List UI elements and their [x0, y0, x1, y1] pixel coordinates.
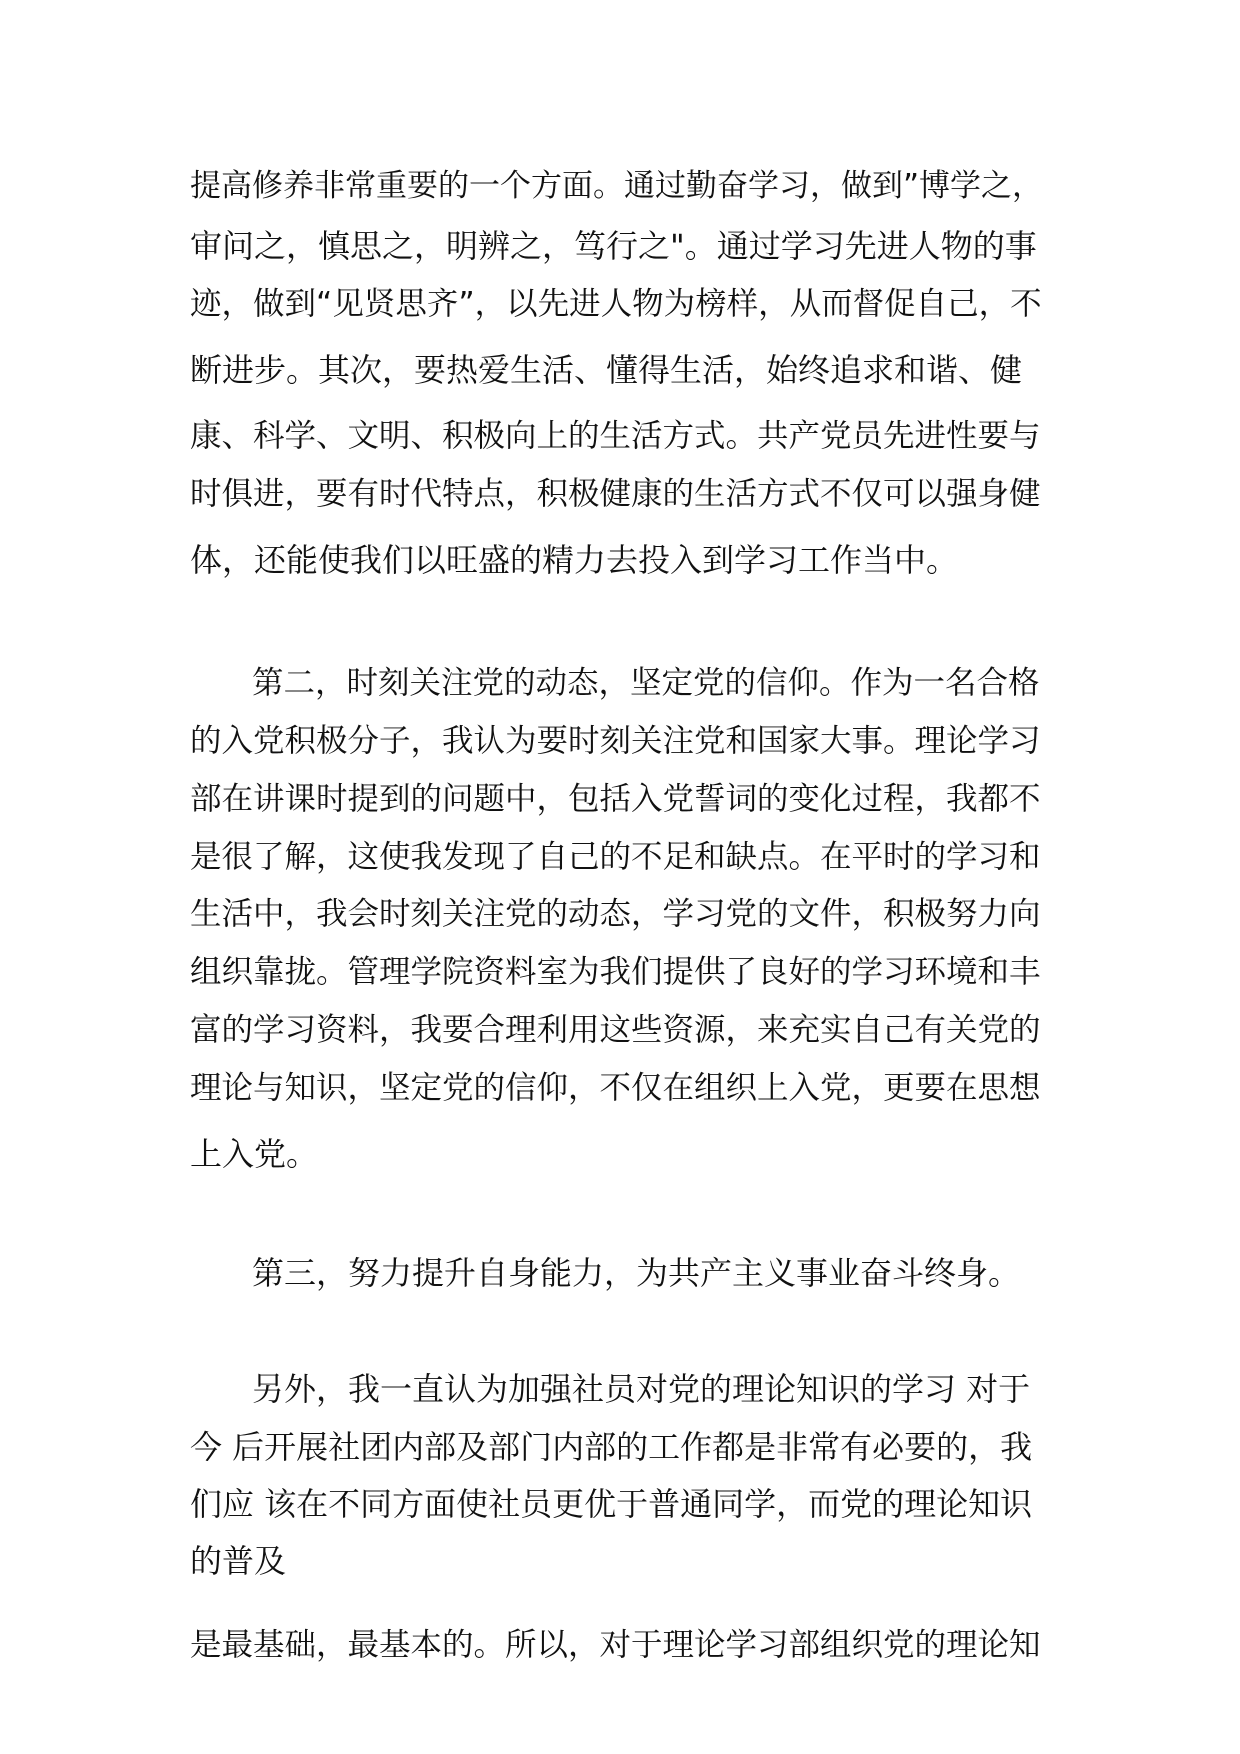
text-line: 体，还能使我们以旺盛的精力去投入到学习工作当中。 — [190, 541, 959, 579]
text-line: 组织靠拢。管理学院资料室为我们提供了良好的学习环境和丰 — [190, 954, 1041, 990]
text-line: 今 后开展社团内部及部门内部的工作都是非常有必要的，我 — [190, 1428, 1033, 1466]
paragraph-first-line: 第二，时刻关注党的动态，坚定党的信仰。作为一名合格 — [252, 665, 1040, 701]
paragraph-first-line: 第三，努力提升自身能力，为共产主义事业奋斗终身。 — [252, 1254, 1021, 1292]
text-line: 理论与知识，坚定党的信仰，不仅在组织上入党，更要在思想 — [190, 1070, 1041, 1106]
text-line: 提高修养非常重要的一个方面。通过勤奋学习，做到”博学之， — [190, 168, 1044, 204]
text-line: 富的学习资料，我要合理利用这些资源，来充实自己有关党的 — [190, 1012, 1041, 1048]
text-line: 时俱进，要有时代特点，积极健康的生活方式不仅可以强身健 — [190, 476, 1041, 512]
text-line: 断进步。其次，要热爱生活、懂得生活，始终追求和谐、健 — [190, 351, 1023, 389]
text-line: 康、科学、文明、积极向上的生活方式。共产党员先进性要与 — [190, 418, 1041, 454]
text-line: 们应 该在不同方面使社员更优于普通同学，而党的理论知识 — [190, 1485, 1033, 1523]
text-line: 迹，做到“见贤思齐”，以先进人物为榜样，从而督促自己，不 — [190, 286, 1042, 322]
text-line: 上入党。 — [190, 1135, 319, 1173]
text-line: 的普及 — [190, 1542, 287, 1580]
text-line: 生活中，我会时刻关注党的动态，学习党的文件，积极努力向 — [190, 896, 1041, 932]
text-line: 是很了解，这使我发现了自己的不足和缺点。在平时的学习和 — [190, 839, 1041, 875]
paragraph-first-line: 另外，我一直认为加强社员对党的理论知识的学习 对于 — [252, 1370, 1031, 1408]
text-line: 审问之，慎思之，明辨之，笃行之"。通过学习先进人物的事 — [190, 227, 1037, 265]
text-line: 部在讲课时提到的问题中，包括入党誓词的变化过程，我都不 — [190, 781, 1041, 817]
text-line: 的入党积极分子，我认为要时刻关注党和国家大事。理论学习 — [190, 723, 1041, 759]
text-line: 是最基础，最基本的。所以，对于理论学习部组织党的理论知 — [190, 1627, 1041, 1663]
